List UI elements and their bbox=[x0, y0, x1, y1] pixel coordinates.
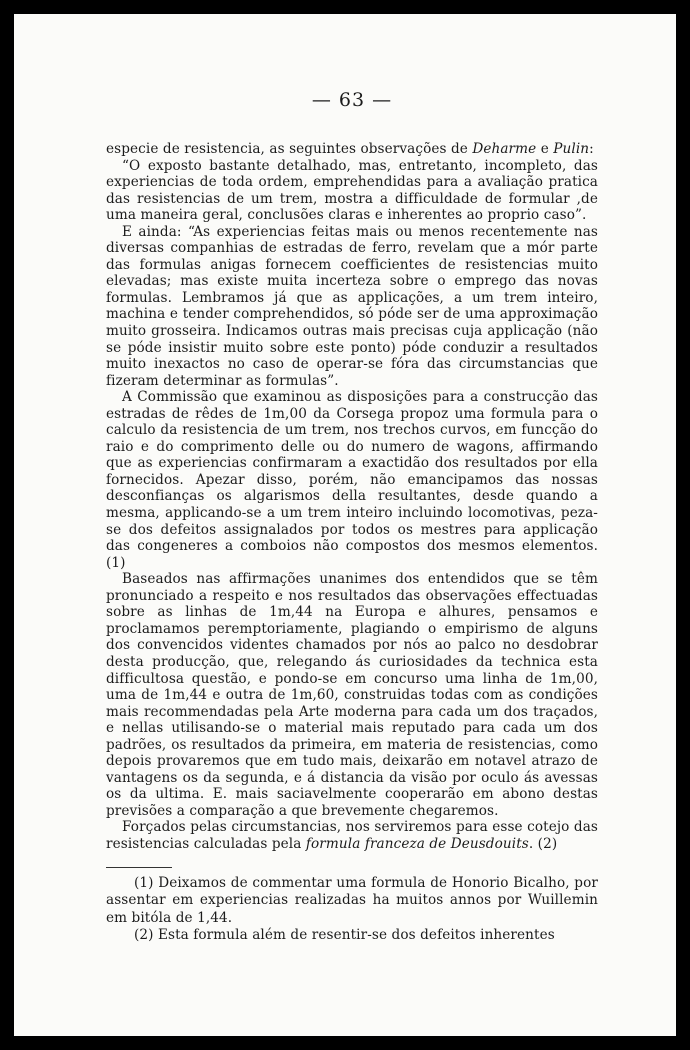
book-page bbox=[14, 14, 676, 1036]
italic-text: Pulin bbox=[553, 141, 590, 157]
italic-text: formula franceza de Deusdouits bbox=[305, 835, 529, 852]
text-run: : bbox=[589, 141, 594, 157]
paragraph bbox=[106, 224, 598, 389]
text-run: E ainda: “As experiencias feitas mais ou menos recentemente nas diversas companhias de estradas de ferro, revelam que a mór parte das formulas anigas fornecem coefficientes de resistencias muito elevadas; mas existe muita incerteza sobre o emprego das novas formulas. Lembramos já que as applicações, a um trem inteiro, machina e tender comprehendidos, só póde ser de uma approximação muito grosseira. Indicamos outras mais precisas cuja applicação (não se póde insistir muito sobre este ponto) póde conduzir a resultados muito inexactos no caso de operar-se fóra das circumstancias que fizeram determinar as formulas”. bbox=[106, 223, 598, 389]
text-run: especie de resistencia, as seguintes observações de bbox=[106, 141, 473, 157]
text-run: e bbox=[536, 141, 554, 157]
paragraph bbox=[106, 158, 598, 224]
text-run: . (2) bbox=[528, 835, 558, 852]
text-run: “O exposto bastante detalhado, mas, entretanto, incompleto, das experiencias de toda ordem, emprehendidas para a avaliação pratica das resistencias de um trem, mostra a difficuldade de formular ,de uma maneira geral, conclusões claras e inherentes ao proprio caso”. bbox=[106, 157, 598, 224]
footnote-rule bbox=[106, 867, 172, 868]
text-run: Forçados pelas circumstancias, nos serviremos para esse cotejo das resistencias calculadas pela bbox=[106, 819, 598, 852]
paragraph bbox=[106, 819, 598, 852]
footnote: (1) Deixamos de commentar uma formula de Honorio Bicalho, por assentar em experiencias realizadas ha muitos annos por Wuillemin em bitóla de 1,44. bbox=[106, 874, 598, 926]
paragraph bbox=[106, 571, 598, 819]
italic-text: Deharme bbox=[472, 141, 537, 157]
page-content bbox=[106, 90, 598, 945]
text-run: A Commissão que examinou as disposições para a construcção das estradas de rêdes de 1m,00 da Corsega propoz uma formula para o calculo da resistencia de um trem, nos trechos curvos, em funcção do raio e do comprimento delle ou do numero de wagons, affirmando que as experiencias confirmaram a exactidão dos resultados por ella fornecidos. Apezar disso, porém, não emancipamos das nossas desconfianças os algarismos della resultantes, desde quando a mesma, applicando-se a um trem inteiro incluindo locomotivas, peza-se dos defeitos assignalados por todos os mestres para applicação das congeneres a comboios não compostos dos mesmos elementos. (1) bbox=[106, 389, 598, 571]
page-number: — 63 — bbox=[311, 89, 393, 111]
body-text bbox=[106, 141, 598, 853]
paragraph bbox=[106, 389, 598, 571]
paragraph bbox=[106, 141, 598, 158]
footnote: (2) Esta formula além de resentir-se dos defeitos inherentes bbox=[134, 927, 555, 944]
footnotes bbox=[106, 875, 598, 945]
text-run: Baseados nas affirmações unanimes dos entendidos que se têm pronunciado a respeito e nos resultados das observações effectuadas sobre as linhas de 1m,44 na Europa e alhures, pensamos e proclamamos peremptoriamente, plagiando o empirismo de alguns dos convencidos videntes chamados por nós ao palco no desdobrar desta producção, que, relegando ás curiosidades da technica esta difficultosa questão, e pondo-se em concurso uma linha de 1m,00, uma de 1m,44 e outra de 1m,60, construidas todas com as condições mais recommendadas pela Arte moderna para cada um dos traçados, e nellas utilisando-se o material mais reputado para cada um dos padrões, os resultados da primeira, em materia de resistencias, como depois provaremos que em tudo mais, deixarão em notavel atrazo de vantagens os da segunda, e á distancia da visão por oculo ás avessas os da ultima. E. mais saciavelmente cooperarão em abono destas previsões a comparação a que brevemente chegaremos. bbox=[106, 571, 598, 819]
